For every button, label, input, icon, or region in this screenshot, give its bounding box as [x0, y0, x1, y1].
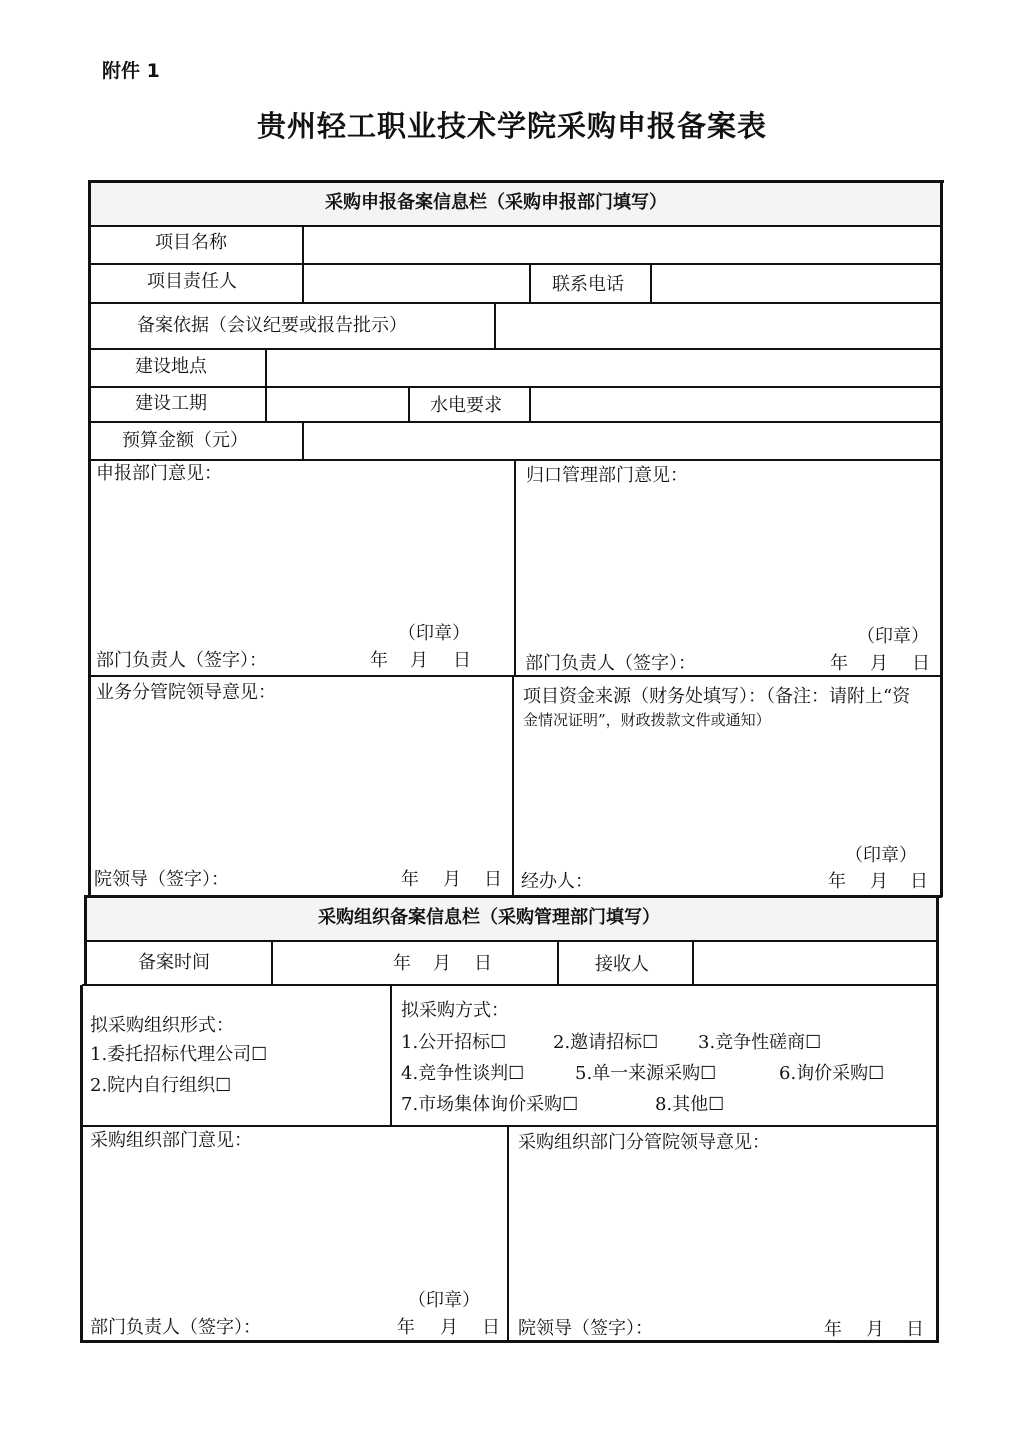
method-option[interactable]: 8.其他☐ — [655, 1094, 725, 1115]
method-option[interactable]: 1.公开招标☐ — [401, 1032, 507, 1053]
row-line — [89, 263, 942, 265]
handler-label: 经办人： — [521, 871, 593, 892]
row-line — [89, 302, 942, 304]
row-line — [82, 1125, 938, 1127]
border-left-3 — [80, 985, 83, 1343]
seal-label: （印章） — [408, 1290, 480, 1311]
construction-site-label: 建设地点 — [135, 356, 207, 377]
filing-basis-label: 备案依据（会议纪要或报告批示） — [137, 315, 407, 336]
date-year: 年 — [824, 1319, 842, 1340]
date-day: 日 — [474, 953, 492, 974]
seal-label: （印章） — [398, 623, 470, 644]
org-dept-opinion-label: 采购组织部门意见： — [90, 1130, 252, 1151]
date-year: 年 — [393, 953, 411, 974]
form-title: 贵州轻工职业技术学院采购申报备案表 — [256, 109, 767, 143]
construction-period-label: 建设工期 — [135, 393, 207, 414]
funding-source-label: 项目资金来源（财务处填写）：（备注：请附上“资 — [523, 686, 911, 707]
leader-sign-label: 院领导（签字）： — [518, 1318, 653, 1339]
org-form-option[interactable]: 2.院内自行组织☐ — [90, 1075, 232, 1096]
row-line — [89, 225, 942, 227]
org-form-option[interactable]: 1.委托招标代理公司☐ — [90, 1044, 268, 1065]
date-day: 日 — [910, 871, 928, 892]
managing-dept-opinion-label: 归口管理部门意见： — [526, 465, 688, 486]
border-left-1 — [88, 180, 91, 897]
funding-source-label-cont: 金情况证明”，财政拨款文件或通知） — [523, 711, 771, 729]
filing-time-label: 备案时间 — [138, 952, 210, 973]
col-line — [529, 264, 531, 303]
col-line — [529, 387, 531, 422]
date-day: 日 — [453, 650, 471, 671]
date-month: 月 — [870, 653, 888, 674]
contact-phone-label: 联系电话 — [552, 274, 624, 295]
col-line — [302, 226, 304, 303]
col-line — [271, 941, 273, 985]
col-line — [390, 985, 392, 1126]
date-year: 年 — [830, 653, 848, 674]
receiver-label: 接收人 — [595, 954, 649, 975]
dept-head-sign-label: 部门负责人（签字）： — [90, 1317, 261, 1338]
col-line — [494, 303, 496, 349]
date-month: 月 — [866, 1319, 884, 1340]
border-bottom — [80, 1340, 939, 1343]
applying-dept-opinion-label: 申报部门意见： — [96, 463, 222, 484]
col-line — [408, 387, 410, 422]
project-leader-label: 项目责任人 — [147, 271, 237, 292]
border-top — [88, 180, 944, 183]
col-line — [692, 941, 694, 985]
section1-header: 采购申报备案信息栏（采购申报部门填写） — [325, 192, 667, 213]
budget-amount-label: 预算金额（元） — [122, 430, 248, 451]
row-line — [89, 386, 942, 388]
border-right-1 — [940, 180, 943, 897]
method-option[interactable]: 4.竞争性谈判☐ — [401, 1063, 525, 1084]
method-option[interactable]: 2.邀请招标☐ — [553, 1032, 659, 1053]
date-year: 年 — [828, 871, 846, 892]
date-year: 年 — [370, 650, 388, 671]
method-label: 拟采购方式： — [401, 1000, 509, 1021]
border-right-2 — [936, 895, 939, 1343]
col-line — [302, 422, 304, 460]
date-month: 月 — [443, 869, 461, 890]
date-month: 月 — [410, 650, 428, 671]
org-form-label: 拟采购组织形式： — [90, 1015, 234, 1036]
leader-sign-label: 院领导（签字）： — [94, 869, 229, 890]
col-line — [512, 676, 514, 896]
org-dept-vp-opinion-label: 采购组织部门分管院领导意见： — [518, 1132, 770, 1153]
row-line — [89, 421, 942, 423]
row-line — [82, 984, 938, 986]
col-line — [507, 1126, 509, 1341]
col-line — [557, 941, 559, 985]
col-line — [514, 460, 516, 676]
dept-head-sign-label: 部门负责人（签字）： — [525, 653, 696, 674]
row-line — [85, 940, 938, 942]
date-day: 日 — [912, 653, 930, 674]
date-year: 年 — [401, 869, 419, 890]
date-day: 日 — [482, 1317, 500, 1338]
project-name-label: 项目名称 — [155, 232, 227, 253]
vp-opinion-label: 业务分管院领导意见： — [96, 682, 276, 703]
utility-requirements-label: 水电要求 — [430, 395, 502, 416]
seal-label: （印章） — [845, 845, 917, 866]
date-month: 月 — [440, 1317, 458, 1338]
row-line — [89, 348, 942, 350]
dept-head-sign-label: 部门负责人（签字）： — [96, 650, 267, 671]
date-month: 月 — [870, 871, 888, 892]
section2-header: 采购组织备案信息栏（采购管理部门填写） — [318, 907, 660, 928]
method-option[interactable]: 3.竞争性磋商☐ — [698, 1032, 822, 1053]
date-day: 日 — [484, 869, 502, 890]
date-day: 日 — [906, 1319, 924, 1340]
seal-label: （印章） — [857, 626, 929, 647]
method-option[interactable]: 6.询价采购☐ — [779, 1063, 885, 1084]
col-line — [265, 349, 267, 422]
col-line — [650, 264, 652, 303]
attachment-label: 附件 1 — [102, 60, 160, 82]
method-option[interactable]: 7.市场集体询价采购☐ — [401, 1094, 579, 1115]
date-month: 月 — [433, 953, 451, 974]
method-option[interactable]: 5.单一来源采购☐ — [575, 1063, 717, 1084]
date-year: 年 — [397, 1317, 415, 1338]
